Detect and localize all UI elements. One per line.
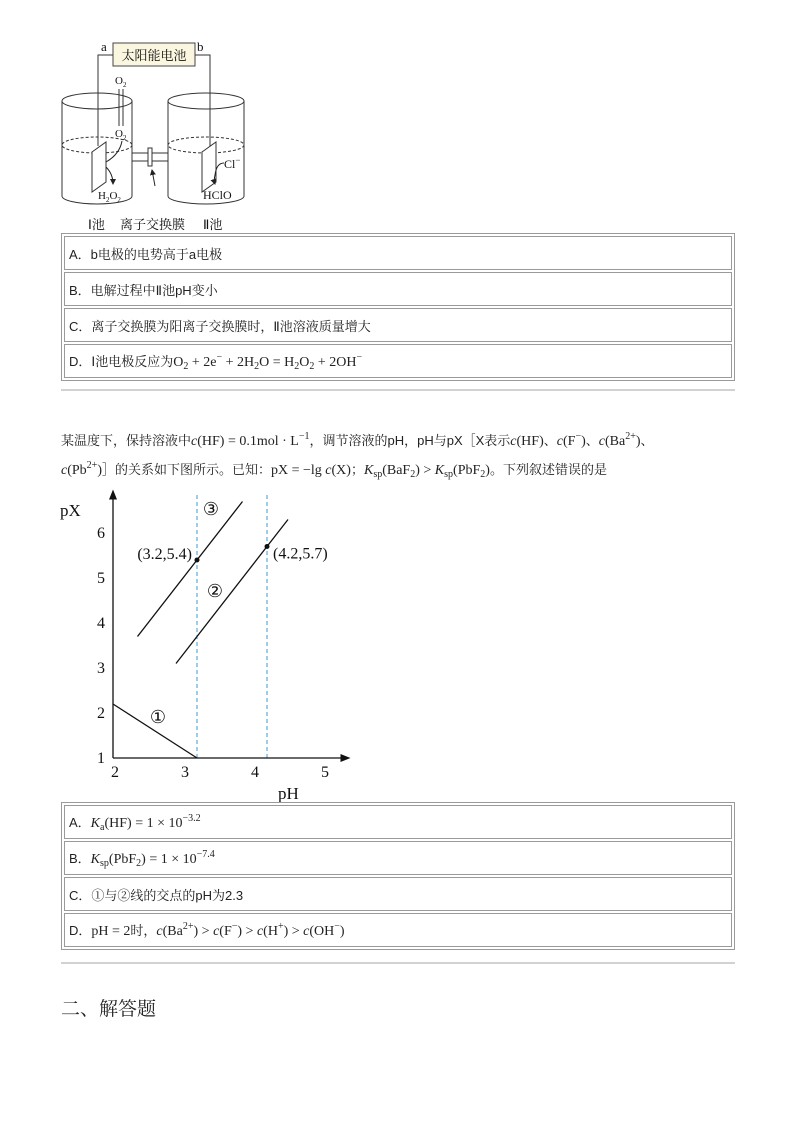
math-variable: c — [156, 924, 163, 939]
option-b — [64, 272, 732, 306]
option-row — [64, 805, 732, 839]
cell-2-electrode — [202, 142, 216, 192]
o-symbol: O — [109, 190, 118, 202]
option-row — [64, 913, 732, 947]
o2-outlet-label — [115, 75, 127, 89]
x-tick-label: 3 — [181, 764, 189, 781]
subscript: sp — [373, 469, 383, 480]
superscript: − — [216, 351, 223, 363]
y-axis-label: pX — [60, 501, 81, 520]
option-row — [64, 344, 732, 378]
terminal-a-label: a — [101, 39, 107, 54]
superscript: − — [334, 921, 340, 932]
subscript: sp — [444, 469, 454, 480]
math-text: O = H — [259, 354, 295, 370]
question-2-options — [61, 802, 735, 950]
superscript: −3.2 — [182, 812, 201, 824]
math-text: (OH — [309, 924, 335, 939]
h2o2-arrow — [106, 167, 113, 184]
math-text: pH = 2 — [91, 924, 131, 939]
text-run: 。下列叙述错误的是 — [489, 462, 607, 477]
math-text: (X) — [331, 463, 351, 478]
math-text: O — [173, 354, 184, 370]
subscript: 2 — [480, 469, 486, 480]
math-text: (BaF — [382, 463, 411, 478]
cell-2-caption: Ⅱ池 — [203, 217, 223, 232]
superscript: − — [231, 921, 238, 932]
superscript: − — [356, 351, 363, 363]
superscript: 2+ — [86, 460, 98, 471]
math-text: ) — [635, 434, 641, 449]
math-text: ) = 1 × 10 — [141, 851, 197, 867]
text-run: D．Ⅰ池电极反应为 — [69, 353, 174, 369]
option-row — [64, 877, 732, 911]
math-variable: K — [90, 851, 101, 867]
y-tick-label: 5 — [97, 570, 105, 587]
o2-symbol: O — [115, 128, 123, 140]
subscript: sp — [100, 857, 109, 869]
math-text: pX = −lg — [271, 463, 326, 478]
math-text: (HF) = 1 × 10 — [104, 815, 183, 831]
membrane-caption: 离子交换膜 — [120, 217, 186, 232]
option-row — [64, 272, 732, 306]
math-text: ) — [97, 463, 102, 478]
cell-1-bottom — [62, 196, 132, 204]
y-tick-label: 1 — [97, 750, 105, 767]
subscript: 2 — [136, 857, 142, 869]
math-variable: c — [303, 924, 310, 939]
wire-b — [195, 55, 210, 146]
y-tick-label: 4 — [97, 615, 105, 632]
math-text: (PbF — [453, 463, 481, 478]
text-run: 、 — [640, 433, 654, 448]
y-tick-label: 6 — [97, 525, 105, 542]
section-divider — [61, 962, 735, 964]
math-text: + 2e — [188, 354, 217, 370]
text-run: B． — [69, 850, 91, 866]
math-variable: c — [213, 924, 220, 939]
text-run: 时， — [130, 923, 157, 938]
subscript: 2 — [105, 196, 110, 204]
subscript: a — [100, 821, 105, 833]
hclo-label: HClO — [203, 188, 232, 202]
math-text: ) > — [283, 924, 304, 939]
ph-px-chart — [55, 482, 365, 804]
cell-1-caption: Ⅰ池 — [88, 217, 105, 232]
x-tick-label: 4 — [251, 764, 259, 781]
math-variable: c — [61, 463, 68, 478]
options-table — [61, 802, 735, 950]
data-point — [195, 558, 200, 563]
x-tick-label: 5 — [321, 764, 329, 781]
text-run: ，调节溶液的pH，pH与pX［X表示 — [309, 433, 511, 448]
text-run: 某温度下，保持溶液中 — [61, 433, 192, 448]
question-divider — [61, 389, 735, 391]
cl-symbol: Cl — [224, 157, 236, 171]
text-run: 、 — [585, 433, 599, 448]
math-variable: c — [510, 434, 517, 449]
text-run: B．电解过程中Ⅱ池pH变小 — [69, 282, 218, 298]
options-table — [61, 233, 735, 381]
ion-exchange-membrane — [148, 148, 152, 166]
wire-a — [98, 55, 113, 146]
solar-cell-label: 太阳能电池 — [121, 48, 187, 63]
subscript: 2 — [117, 196, 121, 204]
chloride-label — [224, 155, 240, 171]
option-b — [64, 841, 732, 875]
text-run: C．离子交换膜为阳离子交换膜时，Ⅱ池溶液质量增大 — [69, 318, 371, 334]
data-point — [265, 544, 270, 549]
math-variable: K — [434, 463, 445, 478]
series-label: ② — [206, 581, 224, 601]
math-text: ) — [581, 434, 586, 449]
subscript: 2 — [294, 360, 300, 372]
terminal-b-label: b — [197, 39, 204, 54]
math-text: (HF) = 0.1mol · L — [197, 434, 299, 449]
text-run: ］的关系如下图所示。已知： — [101, 462, 271, 477]
series-label: ③ — [202, 499, 220, 519]
cell-1-electrode — [92, 142, 106, 192]
math-text: ) — [339, 924, 345, 939]
superscript: 2+ — [625, 431, 636, 442]
y-tick-label: 2 — [97, 705, 105, 722]
h2o2-label — [98, 190, 121, 204]
subscript: 2 — [410, 469, 416, 480]
x-tick-label: 2 — [111, 764, 119, 781]
superscript: + — [277, 921, 284, 932]
math-text: (PbF — [108, 851, 137, 867]
superscript: −1 — [298, 431, 310, 442]
series-line — [176, 520, 288, 664]
math-text: + 2H — [222, 354, 255, 370]
o2-subscript: 2 — [122, 81, 127, 89]
electrolysis-diagram — [55, 36, 255, 236]
text-run: A．b电极的电势高于a电极 — [69, 246, 223, 262]
membrane-pointer-arrow — [152, 170, 155, 186]
series-label: ① — [149, 707, 167, 727]
math-text: ) > — [415, 463, 435, 478]
math-variable: c — [256, 924, 264, 939]
math-text: (HF) — [516, 434, 544, 449]
subscript: 2 — [254, 360, 260, 372]
x-axis-label: pH — [278, 784, 299, 803]
math-text: (H — [263, 924, 278, 939]
charge-superscript: − — [235, 155, 241, 165]
option-d — [64, 344, 732, 378]
math-text: O — [299, 354, 310, 370]
math-text: + 2OH — [314, 354, 357, 370]
option-row — [64, 841, 732, 875]
text-run: D． — [69, 923, 92, 938]
math-text: ) > — [237, 924, 257, 939]
math-text: (Pb — [67, 463, 87, 478]
section-heading: 二、解答题 — [61, 999, 157, 1020]
option-d — [64, 913, 732, 947]
math-text: (F — [562, 434, 576, 449]
o2-inlet-label — [115, 128, 127, 142]
h-symbol: H — [98, 190, 106, 202]
text-run: C．①与②线的交点的pH为2.3 — [69, 887, 244, 903]
math-variable: c — [598, 434, 605, 449]
option-c — [64, 877, 732, 911]
option-row — [64, 236, 732, 270]
x-axis-arrow — [341, 754, 351, 762]
question-1-options — [61, 233, 735, 381]
o2-subscript: 2 — [122, 134, 127, 142]
cell-1-rim — [62, 93, 132, 109]
subscript: 2 — [183, 360, 189, 372]
text-run: ； — [350, 462, 364, 477]
data-point-label: (3.2,5.4) — [137, 546, 192, 563]
math-text: (Ba — [162, 924, 183, 939]
option-c — [64, 308, 732, 342]
math-text: ) — [485, 463, 490, 478]
data-point-label: (4.2,5.7) — [273, 545, 328, 563]
math-variable: c — [191, 434, 198, 449]
math-text: (Ba — [604, 434, 626, 449]
y-tick-label: 3 — [97, 660, 105, 677]
superscript: −7.4 — [196, 848, 215, 860]
math-variable: c — [325, 463, 332, 478]
o2-symbol: O — [115, 75, 123, 87]
question-2-stem-line-2 — [61, 453, 607, 479]
superscript: 2+ — [182, 921, 194, 932]
math-text: (F — [219, 924, 232, 939]
question-2-stem-line-1 — [61, 424, 654, 450]
subscript: 2 — [309, 360, 315, 372]
superscript: − — [575, 431, 582, 442]
option-a — [64, 236, 732, 270]
text-run: 、 — [543, 433, 557, 448]
option-row — [64, 308, 732, 342]
series-line — [138, 502, 243, 637]
option-a — [64, 805, 732, 839]
math-variable: c — [556, 434, 563, 449]
math-text: ) > — [193, 924, 214, 939]
cell-2-rim — [168, 93, 244, 109]
math-variable: K — [90, 815, 101, 831]
math-variable: K — [363, 463, 374, 478]
text-run: A． — [69, 814, 91, 830]
y-axis-arrow — [109, 490, 117, 500]
